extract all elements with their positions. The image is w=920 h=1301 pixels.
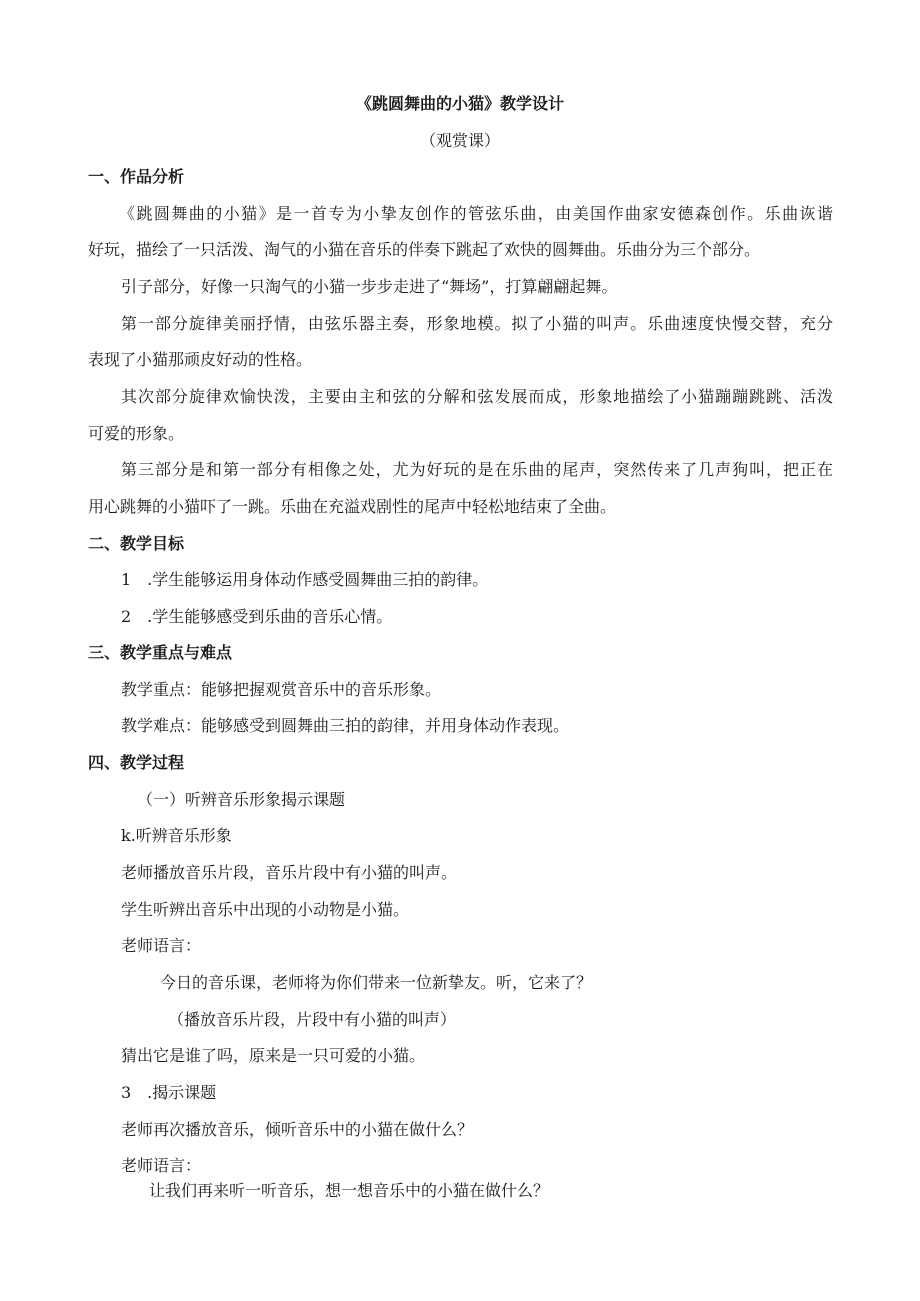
paragraph-line: 其次部分旋律欢愉快泼，主要由主和弦的分解和弦发展而成，形象地描绘了小猫蹦蹦跳跳、活泼 [121,387,833,406]
list-item: 让我们再来听一听音乐，想一想音乐中的小猫在做什么？ [149,1181,550,1200]
list-item: 1 .学生能够运用身体动作感受圆舞曲三拍的韵律。 [121,570,489,589]
paragraph-line: 可爱的形象。 [88,424,185,443]
paragraph-line: 好玩，描绘了一只活泼、淘气的小猫在音乐的伴奏下跳起了欢快的圆舞曲。乐曲分为三个部分。 [88,240,761,259]
paragraph-line: 用心跳舞的小猫吓了一跳。乐曲在充溢戏剧性的尾声中轻松地结束了全曲。 [88,497,617,516]
list-item: 老师播放音乐片段，音乐片段中有小猫的叫声。 [121,863,458,882]
list-item: 今日的音乐课，老师将为你们带来一位新挚友。听，它来了？ [160,973,593,992]
document-subtitle: （观赏课） [419,131,500,150]
section-heading: 一、作品分析 [88,167,185,186]
list-item: 教学重点：能够把握观赏音乐中的音乐形象。 [121,680,442,699]
list-item: 2 .学生能够感受到乐曲的音乐心情。 [121,607,393,626]
paragraph-line: 第三部分是和第一部分有相像之处，尤为好玩的是在乐曲的尾声，突然传来了几声狗叫，把正在 [121,460,833,479]
list-item: 3 .揭示课题 [121,1083,217,1102]
section-heading: 二、教学目标 [88,534,185,553]
paragraph-line: 第一部分旋律美丽抒情，由弦乐器主奏，形象地模。拟了小猫的叫声。乐曲速度快慢交替，充分 [121,314,833,333]
section-heading: 三、教学重点与难点 [88,643,233,662]
list-item: k.听辨音乐形象 [121,826,232,845]
section-heading: 四、教学过程 [88,753,185,772]
list-item: 猜出它是谁了吗，原来是一只可爱的小猫。 [121,1046,426,1065]
list-item: 老师语言： [121,936,202,955]
list-item: 老师再次播放音乐，倾听音乐中的小猫在做什么？ [121,1120,474,1139]
paragraph-line: 表现了小猫那顽皮好动的性格。 [88,350,313,369]
paragraph-line: 引子部分，好像一只淘气的小猫一步步走进了“舞场”，打算翩翩起舞。 [121,277,618,296]
list-item: 老师语言： [121,1156,202,1175]
list-item: （播放音乐片段，片段中有小猫的叫声） [168,1010,457,1029]
document-title: 《跳圆舞曲的小猫》教学设计 [355,94,564,113]
list-item: 学生听辨出音乐中出现的小动物是小猫。 [121,900,410,919]
subsection-heading: （一）听辨音乐形象揭示课题 [137,790,346,809]
list-item: 教学难点：能够感受到圆舞曲三拍的韵律，并用身体动作表现。 [121,716,570,735]
paragraph-line: 《跳圆舞曲的小猫》是一首专为小挚友创作的管弦乐曲，由美国作曲家安德森创作。乐曲诙谐 [119,204,833,223]
